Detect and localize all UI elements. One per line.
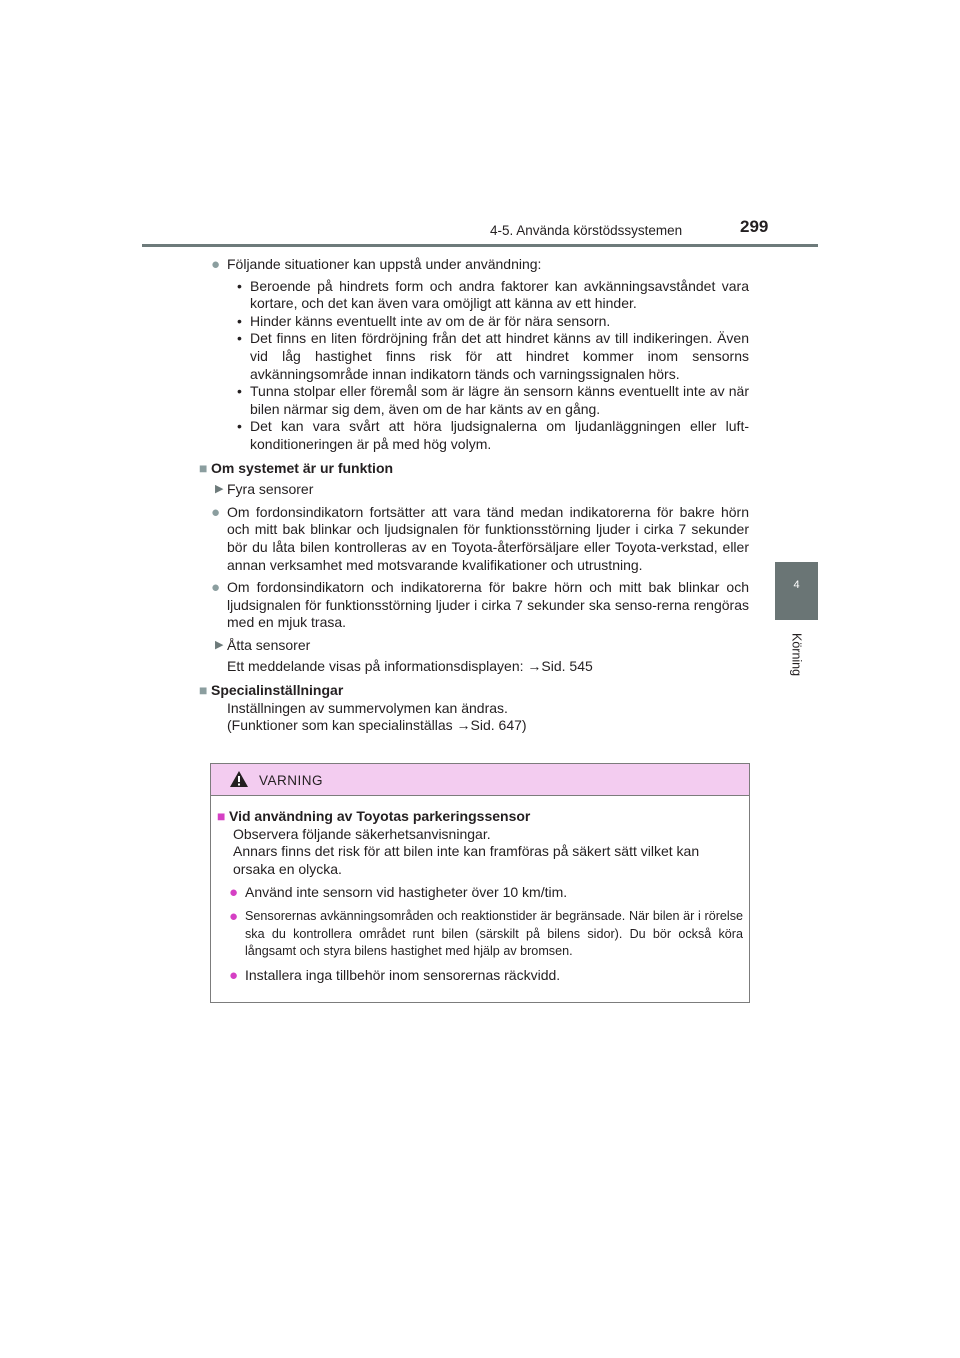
list-item xyxy=(237,330,749,383)
warning-header xyxy=(211,764,749,796)
malfunction-heading-text: Om systemet är ur funktion xyxy=(211,459,394,476)
warning-box xyxy=(210,763,750,1003)
dot-icon: • xyxy=(237,330,242,347)
custom-heading xyxy=(199,682,749,700)
list-item xyxy=(237,418,749,453)
page-number: 299 xyxy=(740,217,769,236)
four-sensors-label xyxy=(199,481,749,499)
list-item-text: Beroende på hindrets form och andra faktorer kan avkänningsavståndet vara kortare, och det kan även vara omöjligt att känna av ett hinder. xyxy=(250,277,749,312)
intro-text: Följande situationer kan uppstå under användning: xyxy=(227,256,542,272)
warning-heading xyxy=(217,808,743,826)
list-item xyxy=(237,383,749,418)
list-item-text: Hinder känns eventuellt inte av om de är för nära sensorn. xyxy=(250,312,611,329)
list-item-text: Tunna stolpar eller föremål som är lägre än sensorn känns eventuellt inte av när bilen närmar sig dem, även om de har känts av en gång. xyxy=(250,383,749,417)
warning-item-text: Använd inte sensorn vid hastigheter över 10 km/tim. xyxy=(245,884,568,901)
four-sensors-text: Fyra sensorer xyxy=(227,481,314,498)
square-bullet-icon: ■ xyxy=(199,682,208,699)
list-item xyxy=(237,278,749,313)
warning-line-2: Annars finns det risk för att bilen inte kan framföras på säkert sätt vilket kan orsaka en olycka. xyxy=(233,843,700,877)
warning-item xyxy=(229,908,743,961)
message-reference: Ett meddelande visas på informationsdisplayen: →Sid. 545 xyxy=(227,658,593,675)
eight-sensors-text: Åtta sensorer xyxy=(227,636,311,653)
warning-item-text: Installera inga tillbehör inom sensorernas räckvidd. xyxy=(245,966,561,983)
malfunction-item-2-text: Om fordonsindikatorn och indikatorerna för bakre hörn och mitt bak blinkar och ljudsignalen för funktionsstörning ljuder i cirka 7 sekunder ska senso-rerna rengöras med en mjuk trasa. xyxy=(227,579,749,631)
intro-bullet-list xyxy=(211,278,749,454)
triangle-right-icon: ▶ xyxy=(215,483,224,496)
chapter-tab xyxy=(775,562,818,620)
chapter-number: 4 xyxy=(793,579,800,591)
dot-icon: • xyxy=(237,277,242,294)
list-item-text: Det kan vara svårt att höra ljudsignalerna om ljudanläggningen eller luft-konditioneringen är på med hög volym. xyxy=(250,418,749,452)
custom-line-2: (Funktioner som kan specialinställas →Sid. 647) xyxy=(227,717,527,734)
square-bullet-icon: ■ xyxy=(199,459,208,476)
warning-heading-text: Vid användning av Toyotas parkeringssensor xyxy=(229,808,531,824)
warning-item xyxy=(229,884,743,902)
custom-line-1: Inställningen av summervolymen kan ändras. xyxy=(227,699,508,716)
list-item-text: Det finns en liten fördröjning från det att hindret känns av till indikeringen. Även vid låg hastighet finns risk för att hindret kommer inom sensorns avkänningsområde innan indikatorn tänds och varningssignalen hörs. xyxy=(250,330,749,382)
main-content xyxy=(199,256,749,735)
malfunction-item-1-text: Om fordonsindikatorn fortsätter att vara tänd medan indikatorerna för bakre hörn och mitt bak blinkar och ljudsignalen för funktionsstörning ljuder i cirka 7 sekunder bör du låta bilen kontrolleras av en Toyota-återförsäljare eller Toyota-verkstad, eller annan verksamhet med motsvarande kvalifikationer och utrustning. xyxy=(227,503,749,573)
eight-sensors-label xyxy=(199,637,749,655)
warning-line-1: Observera följande säkerhetsanvisningar. xyxy=(233,825,491,842)
square-bullet-icon: ■ xyxy=(217,808,226,824)
dot-icon: • xyxy=(237,418,242,435)
section-title: 4-5. Använda körstödssystemen xyxy=(490,223,683,238)
chapter-label: Körning xyxy=(789,633,804,677)
malfunction-item-1 xyxy=(211,504,749,574)
malfunction-item-2 xyxy=(211,579,749,632)
circle-bullet-icon: ● xyxy=(229,966,239,984)
warning-body xyxy=(211,796,749,984)
custom-heading-text: Specialinställningar xyxy=(211,682,344,699)
circle-bullet-icon: ● xyxy=(211,256,221,273)
circle-bullet-icon: ● xyxy=(229,907,239,925)
list-item xyxy=(237,313,749,331)
warning-title: VARNING xyxy=(259,773,324,788)
warning-item xyxy=(229,967,743,985)
triangle-right-icon: ▶ xyxy=(215,638,224,651)
circle-bullet-icon: ● xyxy=(229,884,239,902)
intro-item xyxy=(211,256,749,274)
circle-bullet-icon: ● xyxy=(211,579,221,597)
header-divider xyxy=(142,244,818,247)
dot-icon: • xyxy=(237,312,242,329)
circle-bullet-icon: ● xyxy=(211,503,221,521)
dot-icon: • xyxy=(237,383,242,400)
warning-triangle-icon xyxy=(229,770,249,788)
malfunction-heading xyxy=(199,460,749,478)
warning-item-text: Sensorernas avkänningsområden och reaktionstider är begränsade. När bilen är i rörelse ska du kontrollera området runt bilen (särskilt på bilens sidor). Du bör också köra långsamt och styra bilens hastighet med hjälp av bromsen. xyxy=(245,908,743,959)
